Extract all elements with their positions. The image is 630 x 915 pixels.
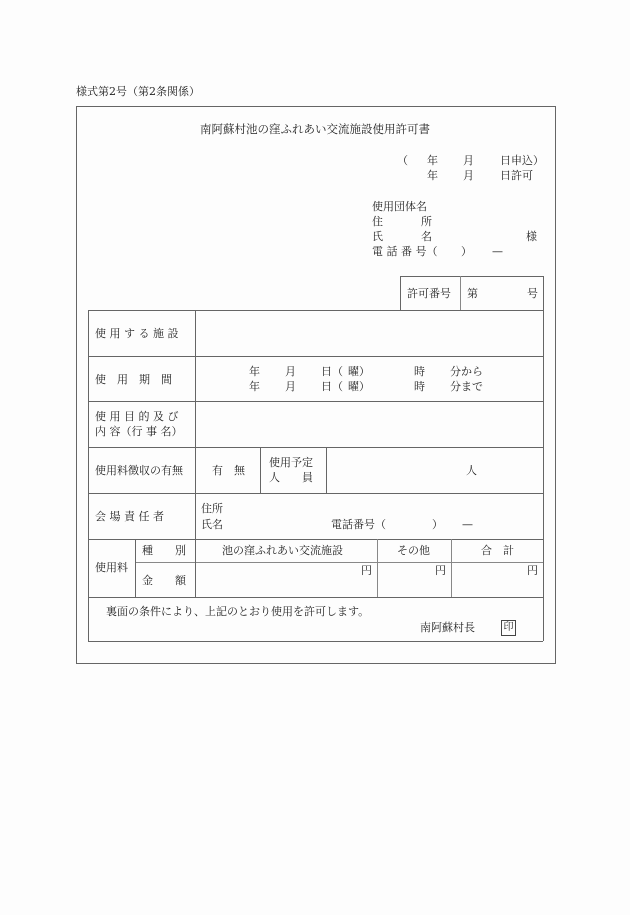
permit-number-prefix: 第 (467, 287, 478, 300)
seal-mark: 印 (501, 620, 516, 636)
fee-type-label: 種 別 (142, 544, 186, 557)
phone-dash: — (492, 245, 503, 258)
application-open-paren: （ (397, 154, 408, 167)
form-number-label: 様式第2号（第2条関係） (76, 85, 200, 98)
purpose-field[interactable] (197, 403, 541, 446)
period-from-hour: 時 (414, 365, 425, 378)
manager-phone-dash: — (462, 518, 473, 531)
issuer-name: 南阿蘇村長 (420, 621, 475, 634)
fee-amount-label: 金 額 (142, 574, 186, 587)
fee-total-currency: 円 (527, 564, 538, 577)
period-to-hour: 時 (414, 380, 425, 393)
org-name-label: 使用団体名 (372, 200, 427, 213)
period-to-day: 日（ (321, 380, 343, 393)
permit-month-label: 月 (463, 169, 474, 182)
address-label-2: 所 (421, 215, 432, 228)
facility-label: 使 用 す る 施 設 (95, 327, 179, 340)
period-from-day: 日（ (321, 365, 343, 378)
permit-number-suffix: 号 (527, 287, 538, 300)
permit-year-label: 年 (427, 169, 438, 182)
fee-collection-options[interactable]: 有 無 (212, 464, 245, 477)
address-label-1: 住 (372, 215, 383, 228)
permit-day-label: 日許可 (500, 169, 533, 182)
manager-address-label: 住所 (201, 502, 223, 515)
period-from-year: 年 (249, 365, 260, 378)
fee-other-currency: 円 (435, 564, 446, 577)
period-to-year: 年 (249, 380, 260, 393)
phone-label: 電 話 番 号（ (372, 245, 438, 258)
document-title: 南阿蘇村池の窪ふれあい交流施設使用許可書 (200, 122, 430, 136)
period-from-month: 月 (285, 365, 296, 378)
application-month-label: 月 (463, 154, 474, 167)
period-to-minute: 分まで (450, 380, 483, 393)
permit-statement: 裏面の条件により、上記のとおり使用を許可します。 (106, 605, 370, 618)
phone-close-paren: ） (461, 245, 472, 258)
facility-field[interactable] (197, 312, 541, 355)
period-from-minute: 分から (450, 365, 483, 378)
attendees-label-line1: 使用予定 (269, 456, 313, 469)
fee-facility-currency: 円 (361, 564, 372, 577)
attendees-label-line2: 人 員 (269, 471, 313, 484)
manager-phone-label: 電話番号（ (331, 518, 386, 531)
manager-name-label: 氏名 (201, 518, 223, 531)
name-label-1: 氏 (372, 230, 383, 243)
application-year-label: 年 (427, 154, 438, 167)
permit-number-label: 許可番号 (407, 287, 451, 300)
fee-collection-label: 使用料徴収の有無 (95, 464, 183, 477)
period-to-month: 月 (285, 380, 296, 393)
purpose-label-line2: 内 容（行 事 名） (95, 425, 183, 438)
usage-fee-label: 使用料 (95, 561, 128, 574)
application-day-label: 日申込） (500, 154, 544, 167)
purpose-label-line1: 使 用 目 的 及 び (95, 410, 179, 423)
fee-col-total: 合 計 (481, 544, 514, 557)
period-to-weekday: 曜） (348, 380, 370, 393)
manager-label: 会 場 責 任 者 (95, 510, 164, 523)
period-from-weekday: 曜） (348, 365, 370, 378)
manager-phone-close: ） (432, 518, 443, 531)
fee-col-other: その他 (397, 544, 430, 557)
name-label-2: 名 (421, 230, 432, 243)
honorific-sama: 様 (526, 230, 537, 243)
fee-col-facility: 池の窪ふれあい交流施設 (222, 544, 343, 557)
period-label: 使 用 期 間 (95, 373, 172, 386)
attendees-unit: 人 (466, 464, 477, 477)
